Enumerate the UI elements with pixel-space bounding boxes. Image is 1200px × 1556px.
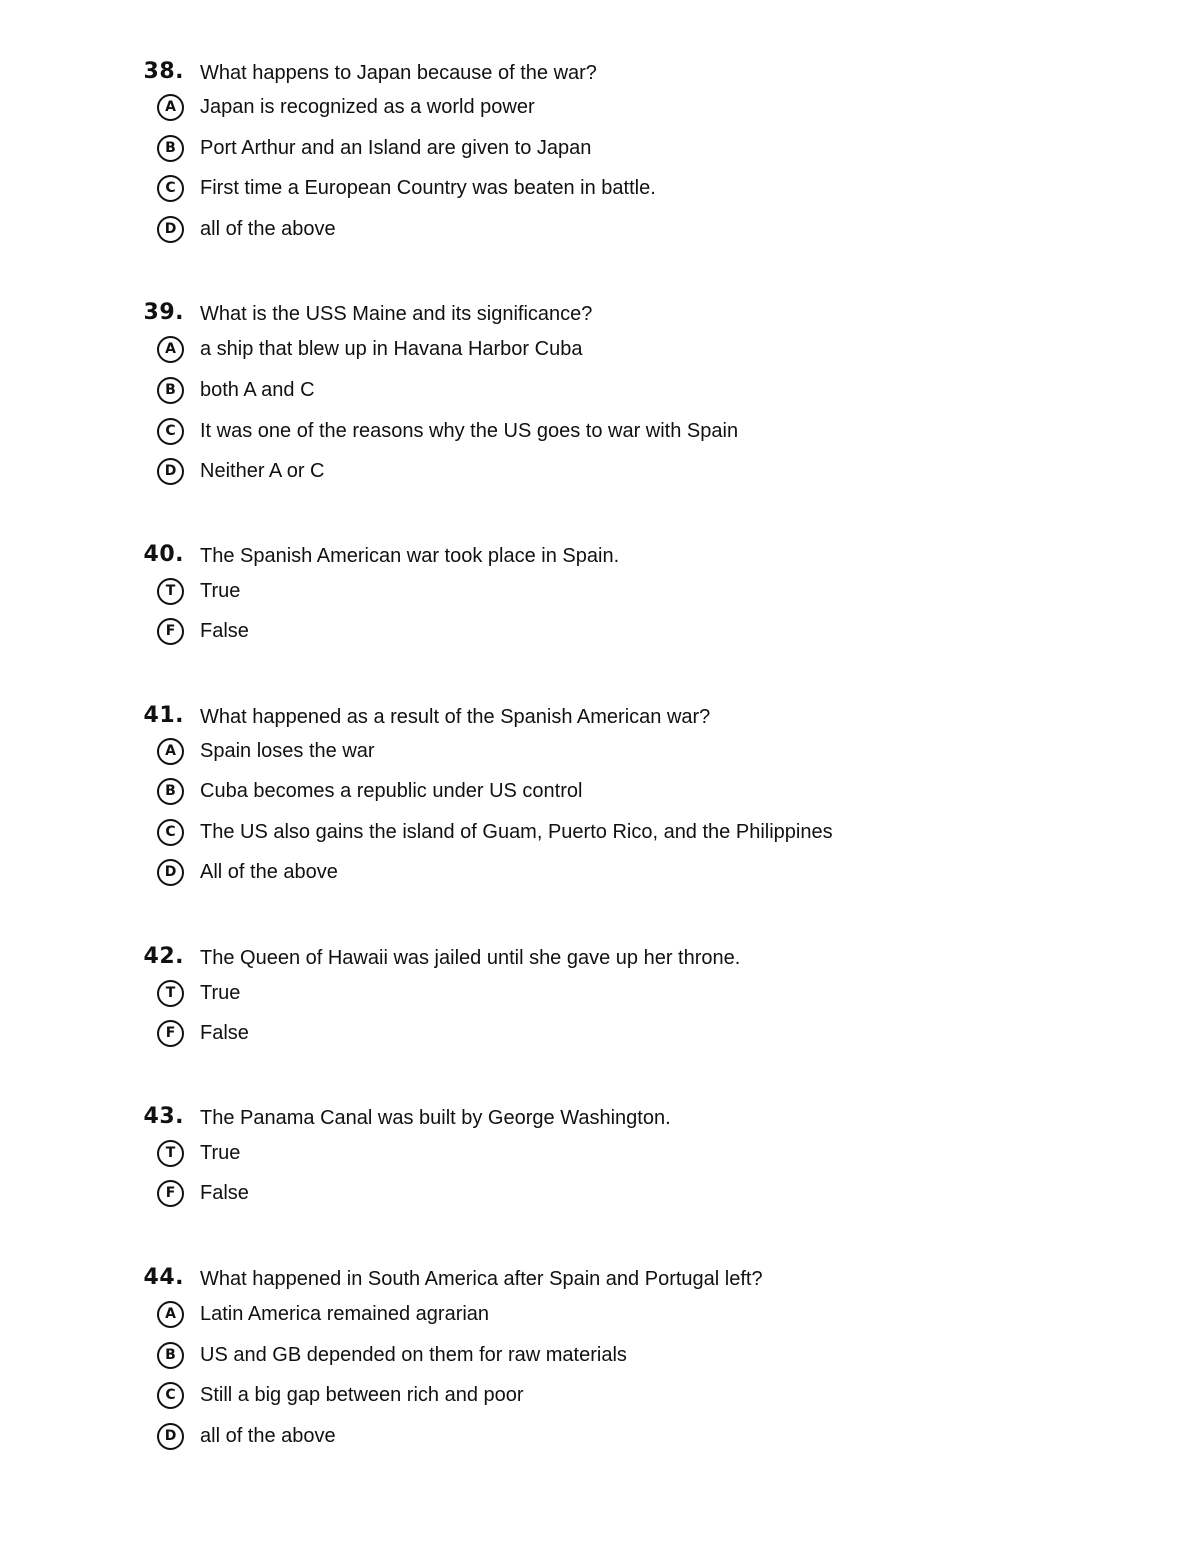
option-false[interactable]: [0, 1180, 1200, 1212]
option-a[interactable]: [0, 94, 1200, 126]
option-c[interactable]: [0, 175, 1200, 207]
option-text: US and GB depended on them for raw materials: [200, 1344, 627, 1366]
option-text: True: [200, 982, 241, 1004]
option-true[interactable]: [0, 578, 1200, 610]
option-letter-c-icon[interactable]: C: [157, 819, 184, 846]
question-number: 43.: [143, 1104, 184, 1129]
option-false[interactable]: [0, 618, 1200, 650]
option-c[interactable]: [0, 819, 1200, 851]
option-text: all of the above: [200, 218, 336, 240]
option-letter-c-icon[interactable]: C: [157, 1382, 184, 1409]
option-letter-a-icon[interactable]: A: [157, 94, 184, 121]
option-letter-f-icon[interactable]: F: [157, 1180, 184, 1207]
question-number: 40.: [143, 542, 184, 567]
option-letter-f-icon[interactable]: F: [157, 618, 184, 645]
question-number: 38.: [143, 59, 184, 84]
option-d[interactable]: [0, 458, 1200, 490]
option-letter-b-icon[interactable]: B: [157, 778, 184, 805]
question-header: [0, 703, 1200, 733]
option-text: Still a big gap between rich and poor: [200, 1384, 524, 1406]
option-letter-d-icon[interactable]: D: [157, 458, 184, 485]
option-false[interactable]: [0, 1020, 1200, 1052]
option-letter-d-icon[interactable]: D: [157, 859, 184, 886]
option-text: all of the above: [200, 1425, 336, 1447]
question-text: What happened as a result of the Spanish American war?: [200, 706, 711, 728]
option-text: Spain loses the war: [200, 740, 375, 762]
option-b[interactable]: [0, 778, 1200, 810]
option-text: Japan is recognized as a world power: [200, 96, 535, 118]
question-header: [0, 1265, 1200, 1295]
option-text: False: [200, 1022, 249, 1044]
question-number: 41.: [143, 703, 184, 728]
question-text: What happened in South America after Spain and Portugal left?: [200, 1268, 763, 1290]
option-text: both A and C: [200, 379, 315, 401]
option-a[interactable]: [0, 1301, 1200, 1333]
option-letter-b-icon[interactable]: B: [157, 377, 184, 404]
question-text: The Spanish American war took place in Spain.: [200, 545, 620, 567]
option-letter-a-icon[interactable]: A: [157, 1301, 184, 1328]
option-d[interactable]: [0, 1423, 1200, 1455]
option-letter-t-icon[interactable]: T: [157, 1140, 184, 1167]
option-text: Port Arthur and an Island are given to Japan: [200, 137, 592, 159]
option-c[interactable]: [0, 1382, 1200, 1414]
option-letter-f-icon[interactable]: F: [157, 1020, 184, 1047]
option-text: First time a European Country was beaten in battle.: [200, 177, 656, 199]
option-true[interactable]: [0, 1140, 1200, 1172]
option-letter-a-icon[interactable]: A: [157, 738, 184, 765]
option-text: It was one of the reasons why the US goes to war with Spain: [200, 420, 739, 442]
question-header: [0, 542, 1200, 572]
option-text: a ship that blew up in Havana Harbor Cuba: [200, 338, 583, 360]
option-a[interactable]: [0, 336, 1200, 368]
option-letter-a-icon[interactable]: A: [157, 336, 184, 363]
option-a[interactable]: [0, 738, 1200, 770]
option-d[interactable]: [0, 216, 1200, 248]
question-header: [0, 300, 1200, 330]
option-text: All of the above: [200, 861, 338, 883]
option-b[interactable]: [0, 377, 1200, 409]
option-text: Cuba becomes a republic under US control: [200, 780, 583, 802]
option-b[interactable]: [0, 135, 1200, 167]
question-header: [0, 1104, 1200, 1134]
option-text: Neither A or C: [200, 460, 325, 482]
question-text: What happens to Japan because of the war?: [200, 62, 597, 84]
option-letter-t-icon[interactable]: T: [157, 980, 184, 1007]
option-true[interactable]: [0, 980, 1200, 1012]
option-letter-c-icon[interactable]: C: [157, 175, 184, 202]
option-letter-b-icon[interactable]: B: [157, 135, 184, 162]
option-c[interactable]: [0, 418, 1200, 450]
option-letter-c-icon[interactable]: C: [157, 418, 184, 445]
question-number: 42.: [143, 944, 184, 969]
option-text: Latin America remained agrarian: [200, 1303, 490, 1325]
option-letter-b-icon[interactable]: B: [157, 1342, 184, 1369]
question-text: The Panama Canal was built by George Washington.: [200, 1107, 671, 1129]
question-number: 39.: [143, 300, 184, 325]
option-letter-d-icon[interactable]: D: [157, 1423, 184, 1450]
option-text: True: [200, 580, 241, 602]
question-text: What is the USS Maine and its significance?: [200, 303, 593, 325]
option-d[interactable]: [0, 859, 1200, 891]
option-letter-d-icon[interactable]: D: [157, 216, 184, 243]
question-header: [0, 944, 1200, 974]
question-number: 44.: [143, 1265, 184, 1290]
question-text: The Queen of Hawaii was jailed until she gave up her throne.: [200, 947, 741, 969]
option-text: True: [200, 1142, 241, 1164]
option-b[interactable]: [0, 1342, 1200, 1374]
option-text: False: [200, 620, 249, 642]
option-text: The US also gains the island of Guam, Puerto Rico, and the Philippines: [200, 821, 833, 843]
question-header: [0, 59, 1200, 89]
option-text: False: [200, 1182, 249, 1204]
option-letter-t-icon[interactable]: T: [157, 578, 184, 605]
